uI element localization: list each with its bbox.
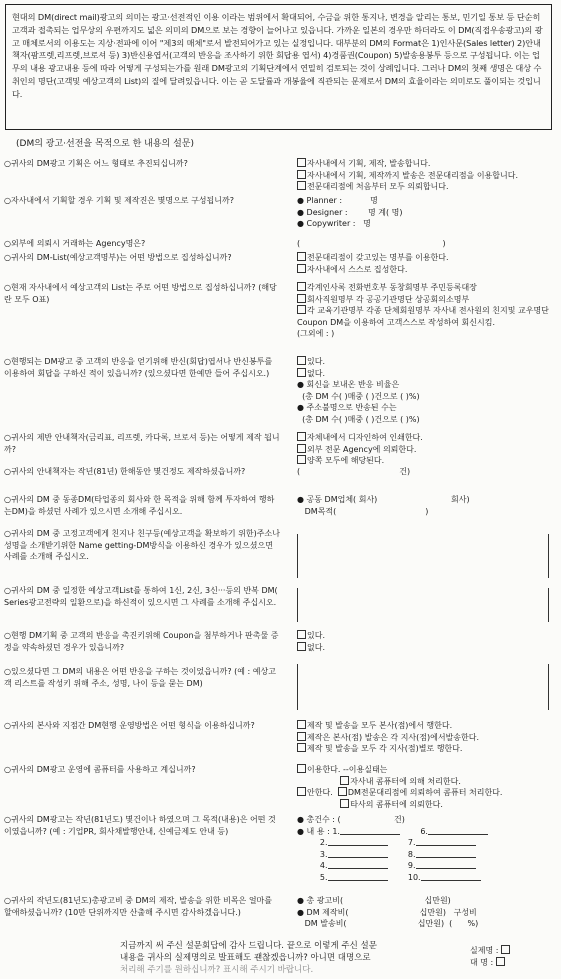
checkbox[interactable] (340, 799, 349, 808)
option-label: 자사내에서 기획, 제작, 발송합니다. (307, 159, 431, 168)
option-label: 회사직원명부 각 공공기관명단 상공회의소명부 (307, 294, 470, 304)
checkbox[interactable] (297, 158, 306, 167)
answer-bracket[interactable] (297, 534, 549, 578)
checkbox[interactable] (297, 294, 306, 303)
checkbox[interactable] (297, 720, 306, 729)
answer-block: ● Planner : 명 ● Designer : 명 계( 명) ● Copywriter : 명 (297, 196, 403, 228)
answer-block (297, 158, 555, 193)
option-label: 안한다. (307, 788, 333, 797)
question-text: ○귀사의 DM광고는 작년(81년도) 몇건이나 하였으며 그 목적(내용)은 어떤 것이였읍니까? (예 : 기업PR, 회사채발행안내, 신예금제도 안내 등) (4, 815, 276, 836)
option-label: 제작 및 발송을 모두 본사(점)에서 행한다. (307, 721, 453, 730)
option-label: 자사내에서 기획, 제작까지 발송은 전문대리점을 이용합니다. (307, 170, 518, 180)
unit-label: 명 (367, 207, 376, 217)
option-label: 공동 DM업체( 회사) (306, 495, 378, 504)
option-label: DM 제작비( (306, 907, 349, 917)
section-title: (DM의 광고·선전을 목적으로 한 내용의 설문) (16, 139, 194, 149)
question-text: ○외부에 의뢰시 거래하는 Agency명은? (4, 239, 146, 248)
question-text: ○귀사의 DM 중 일정한 예상고객List를 통하여 1신, 2신, 3신···등의 반복 DM( Series광고전략의 일환으로)을 하신적이 있으시면 그 사례를 소개해 주십시오. (4, 586, 278, 607)
checkbox[interactable] (297, 444, 306, 453)
option-label: DM전문대리점에 의뢰하여 콤퓨터 처리한다. (347, 788, 503, 797)
checkbox[interactable] (297, 181, 306, 190)
checkbox[interactable] (297, 305, 306, 314)
checkbox[interactable] (297, 455, 306, 464)
answer-bracket[interactable] (297, 664, 549, 710)
answer-block: ( 건) (297, 467, 411, 476)
intro-box (5, 4, 552, 130)
question-text: ○귀사의 DM광고 운영에 콤퓨터를 사용하고 계십니까? (4, 765, 196, 774)
option-label: 회신을 보내온 반응 비율은 (306, 380, 400, 389)
question-text: ○귀사의 DM 중 동종DM(타업종의 회사와 한 목적을 위해 함께 투자하여 행하는DM)을 하셨던 사례가 있으시면 소개해 주십시오. (4, 495, 275, 516)
option-label: 자사내에서 스스로 집성한다. (307, 264, 408, 274)
answer-block (297, 282, 555, 340)
unit-label: 십만원 (417, 919, 441, 928)
closing-line: 처리해 주기를 원하십니까? 표시해 주시기 바랍니다. (120, 965, 314, 975)
answer-block: ( ) (297, 239, 446, 248)
option-label: 각 교육기관명부 각종 단체회원명부 자사내 전사원의 친지및 교우명단 (307, 306, 549, 315)
question-text: ○있으셨다면 그 DM의 내용은 어떤 반응을 구하는 것이었읍니까? (예 : 예상고객 리스트를 작성키 위해 주소, 성명, 나이 등을 묻는 DM) (4, 667, 276, 688)
role-label: Planner (306, 196, 337, 205)
content-label: 내 용 : (306, 826, 330, 836)
answer-block (297, 630, 555, 653)
question-text: ○귀사의 DM 중 고정고객에게 친지나 친구등(예상고객을 확보하기 위한)주소나 성명을 소개받기위한 Name getting-DM방식을 이용하신 경우가 있으셨으면 사례를 소개해 주십시오. (4, 529, 280, 561)
answer-block (297, 432, 555, 467)
question-text: ○귀사의 안내책자는 작년(81년) 한해동안 몇건정도 제작하셨읍니까? (4, 467, 246, 476)
option-label: 이용한다. --이용실태는 (307, 765, 388, 774)
other-field[interactable]: (그외에 : ) (297, 329, 335, 338)
intro-text: 현대의 DM(direct mail)광고의 의미는 광고·선전적인 이용 이라는 범위에서 확대되어, 수금을 위한 통지나, 변경을 알리는 통보, 민기일 통보 등 단순히 고객과 접촉되는 업무상의 우편까지도 넓은 의미의 DM으로 보는 경향이 늘어나고 있읍니다. 가까운 일본의 경우만 하더라도 이 DM(직접우송광고)의 광고 매체로서의 이용도는 지상·전파에 이어 "제3의 매체"로서 발전되어가고 있는 실정입니다. 대부분의 DM의 Format은 1)인사문(Sales letter) 2)안내책자(팜프렛,리프렛,브로셔 등) 3)반신용엽서(고객의 반응을 조사하기 위한 회답용 엽서) 4)경품권(Coupon) 5)발송용봉투 등으로 구성됩니다. 이는 업무의 내용 광고내용 등에 따라 어떻게 구성되는가를 원래 DM광고의 기획단계에서 연밀히 검토되는 것이 상례입니다. 그러나 DM의 첫째 생명은 대상 수취인의 명단(고객및 예상고객의 List)의 질에 달려있읍니다. 이는 곧 도달률과 개봉율에 직관되는 문제로서 DM의 효율이라는 의미로도 풀이되는 것입니다. (12, 12, 543, 99)
answer-block (297, 720, 555, 755)
checkbox[interactable] (297, 282, 306, 291)
unit-label: 명 (370, 196, 378, 205)
question-text: ○현재 자사내에서 예상고객의 List는 주로 어떤 방법으로 집성하십니까? (해당란 모두 O표) (4, 283, 277, 304)
option-label: 외부 전문 Agency에 의뢰한다. (307, 444, 417, 454)
option-label: 타사의 콤퓨터에 의뢰한다. (350, 799, 443, 809)
unit-label: 건 (394, 815, 402, 824)
option-label: (총 DM 수( )매중 ( )건으로 ( )%) (302, 391, 420, 401)
total-label: 계( 명) (378, 207, 403, 217)
checkbox[interactable] (501, 945, 510, 954)
answer-block: ● 총 광고비( 십만원) ● DM 제작비( 십만원) 구성비 DM 발송비( 십만원) ( %) (297, 896, 479, 928)
closing-line: 지금까지 써 주신 설문회답에 감사 드립니다. 끝으로 이렇게 주신 설문 (120, 941, 377, 951)
question-text: ○현행되는 DM광고 중 고객의 반응을 얻기위해 반신(회답)엽서나 반신봉투를 이용하여 회답을 구하신 적이 있읍니까? (있으셨다면 한예만 들어 주십시오.) (4, 357, 273, 378)
answer-block (297, 252, 555, 275)
option-label: 각계인사록 전화번호부 동창회명부 주민등록대장 (307, 283, 477, 292)
checkbox[interactable] (297, 630, 306, 639)
option-label: 없다. (307, 368, 325, 378)
option-label: 없다. (307, 642, 325, 652)
answer-block: ● 총건수 : ( 건) ● 내 용 : 1. 6. 2. 7. 3. 8. 4. 9. 5. 10. (297, 814, 555, 883)
checkbox[interactable] (297, 170, 306, 179)
option-label: 전문대리점에 처음부터 모두 의뢰합니다. (307, 182, 449, 191)
question-text: ○자사내에서 기획할 경우 기획 및 제작진은 몇명으로 구성됩니까? (4, 196, 234, 205)
answer-block (297, 764, 555, 810)
option-label: 있다. (307, 631, 325, 640)
unit-label: 십만원 (424, 896, 448, 905)
option-label: (총 DM 수( )매중 ( )건으로 ( )%) (302, 414, 420, 424)
option-label: 대 명 : (470, 958, 494, 967)
option-label: 자사내 콤퓨터에 의해 처리한다. (350, 776, 461, 786)
option-label: DM 발송비( (304, 919, 347, 928)
checkbox[interactable] (297, 368, 306, 377)
unit-label: 회사 (451, 495, 467, 504)
checkbox[interactable] (340, 776, 349, 785)
option-label: 전문대리점이 갖고있는 명부를 이용한다. (307, 253, 449, 262)
closing-line: 내용을 귀사의 실제명의로 발표해도 괜찮겠읍니까? 아니면 대명으로 (120, 953, 371, 963)
checkbox[interactable] (338, 787, 347, 796)
option-label: 자체내에서 디자인하여 인쇄한다. (307, 433, 423, 442)
option-label: 양쪽 모두에 해당된다. (307, 456, 385, 465)
checkbox[interactable] (297, 732, 306, 741)
option-label: 총 광고비( (306, 896, 344, 905)
checkbox[interactable] (297, 764, 306, 773)
checkbox[interactable] (297, 787, 306, 796)
question-text: ○현행 DM기획 중 고객의 반응을 촉진키위해 Coupon을 첨부하거나 판촉물 증정을 약속하셨던 경우가 있읍니까? (4, 631, 279, 652)
checkbox[interactable] (297, 252, 306, 261)
answer-block: ● 공동 DM업체( 회사) 회사) DM목적( ) (297, 495, 470, 516)
unit-label: 건 (399, 467, 408, 476)
question-text: ○귀사의 제반 안내책자(금리표, 리프렛, 카다록, 브로셔 등)는 어떻게 제작 됩니까? (4, 433, 280, 454)
option-label: 실제명 : (470, 946, 499, 955)
count-label: 총건수 : (306, 815, 338, 824)
option-label: 주소불명으로 반송된 수는 (306, 403, 397, 412)
question-text: ○귀사의 작년도(81년도)총광고비 중 DM의 제작, 발송을 위한 비목은 얼마를 할애하셨읍니까? (10만 단위까지만 산출해 주시면 감사하겠읍니다.) (4, 896, 273, 917)
answer-bracket[interactable] (297, 588, 549, 622)
checkbox[interactable] (297, 432, 306, 441)
question-text: ○귀사의 본사와 지점간 DM현행 운영방법은 어떤 형식을 이용하십니까? (4, 721, 255, 730)
checkbox[interactable] (297, 264, 306, 273)
checkbox[interactable] (297, 743, 306, 752)
option-label: Coupon DM을 이용하여 고객스스로 작성하여 회신시킴. (297, 317, 496, 327)
role-label: Copywriter (306, 219, 351, 228)
checkbox[interactable] (297, 642, 306, 651)
unit-label: 명 (363, 219, 371, 228)
signature-choice (470, 945, 511, 969)
role-label: Designer (306, 207, 343, 217)
unit-label: 십만원 (419, 907, 443, 917)
checkbox[interactable] (496, 957, 505, 966)
option-label: DM목적( (304, 506, 337, 516)
answer-block: 있다. 없다. ● 회신을 보내온 반응 비율은 (총 DM 수( )매중 ( )건으로 ( )%) ● 주소불명으로 반송된 수는 (총 DM 수( )매중 ( )건으로 ( )%) (297, 357, 420, 424)
option-label: 제작은 본사(점) 발송은 각 지사(점)에서발송한다. (307, 732, 480, 742)
question-text: ○귀사의 DM-List(예상고객명부)는 어떤 방법으로 집성하십니까? (4, 253, 232, 262)
ratio-label: 구성비 (453, 907, 477, 917)
question-text: ○귀사의 DM광고 기획은 어느 형태로 추진되십니까? (4, 159, 188, 168)
option-label: 있다. (307, 357, 325, 366)
option-label: 제작 및 발송을 모두 각 지사(점)별로 행한다. (307, 744, 463, 753)
checkbox[interactable] (297, 356, 306, 365)
